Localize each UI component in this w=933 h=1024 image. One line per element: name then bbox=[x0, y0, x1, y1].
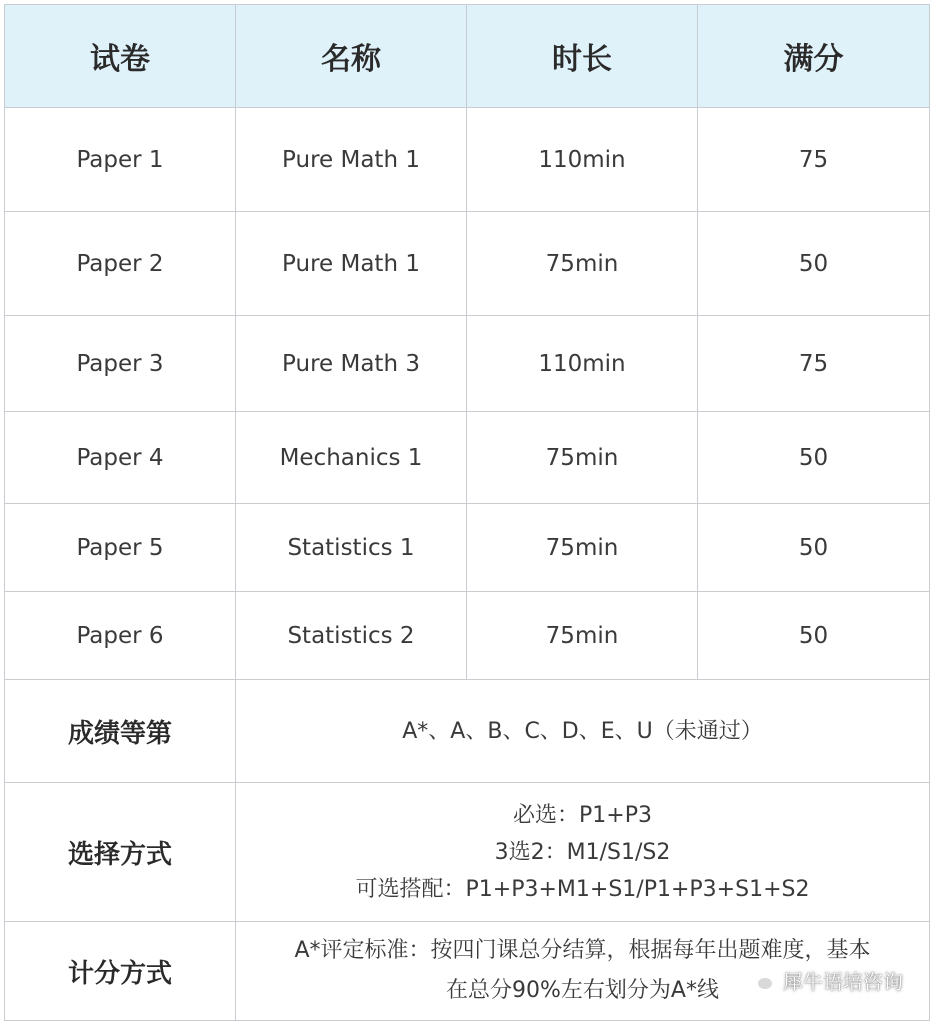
table-row bbox=[5, 108, 930, 212]
grades-label: 成绩等第 bbox=[5, 680, 236, 783]
header-paper: 试卷 bbox=[5, 5, 236, 108]
cell-paper: Paper 3 bbox=[5, 316, 236, 412]
cell-name: Pure Math 1 bbox=[236, 108, 467, 212]
table-row bbox=[5, 212, 930, 316]
table-row bbox=[5, 504, 930, 592]
cell-duration: 110min bbox=[467, 316, 698, 412]
cell-duration: 110min bbox=[467, 108, 698, 212]
cell-full-score: 50 bbox=[698, 592, 930, 680]
header-name: 名称 bbox=[236, 5, 467, 108]
cell-paper: Paper 2 bbox=[5, 212, 236, 316]
cell-duration: 75min bbox=[467, 592, 698, 680]
scoring-label: 计分方式 bbox=[5, 922, 236, 1021]
cell-paper: Paper 5 bbox=[5, 504, 236, 592]
header-full-score: 满分 bbox=[698, 5, 930, 108]
selection-line-required: 必选：P1+P3 bbox=[513, 802, 652, 828]
scoring-line-2: 在总分90%左右划分为A*线 bbox=[446, 978, 719, 1003]
cell-duration: 75min bbox=[467, 504, 698, 592]
cell-name: Statistics 1 bbox=[236, 504, 467, 592]
table-row bbox=[5, 592, 930, 680]
exam-table bbox=[4, 4, 930, 1021]
grades-value: A*、A、B、C、D、E、U（未通过） bbox=[236, 680, 930, 783]
cell-name: Pure Math 3 bbox=[236, 316, 467, 412]
cell-paper: Paper 6 bbox=[5, 592, 236, 680]
scoring-line-1: A*评定标准：按四门课总分结算，根据每年出题难度，基本 bbox=[294, 938, 871, 963]
cell-full-score: 75 bbox=[698, 316, 930, 412]
grades-row bbox=[5, 680, 930, 783]
table-header-row bbox=[5, 5, 930, 108]
watermark-text: 犀牛语培咨询 bbox=[783, 970, 903, 994]
cell-name: Mechanics 1 bbox=[236, 412, 467, 504]
cell-paper: Paper 4 bbox=[5, 412, 236, 504]
cell-name: Pure Math 1 bbox=[236, 212, 467, 316]
table-row bbox=[5, 316, 930, 412]
selection-value bbox=[236, 783, 930, 922]
selection-line-combos: 可选搭配：P1+P3+M1+S1/P1+P3+S1+S2 bbox=[355, 876, 810, 902]
wechat-icon bbox=[747, 969, 775, 993]
header-duration: 时长 bbox=[467, 5, 698, 108]
cell-full-score: 50 bbox=[698, 212, 930, 316]
watermark bbox=[747, 966, 903, 995]
cell-full-score: 75 bbox=[698, 108, 930, 212]
selection-line-choose: 3选2：M1/S1/S2 bbox=[494, 839, 671, 865]
cell-full-score: 50 bbox=[698, 504, 930, 592]
cell-full-score: 50 bbox=[698, 412, 930, 504]
cell-duration: 75min bbox=[467, 412, 698, 504]
cell-duration: 75min bbox=[467, 212, 698, 316]
selection-label: 选择方式 bbox=[5, 783, 236, 922]
cell-paper: Paper 1 bbox=[5, 108, 236, 212]
table-row bbox=[5, 412, 930, 504]
selection-row bbox=[5, 783, 930, 922]
cell-name: Statistics 2 bbox=[236, 592, 467, 680]
